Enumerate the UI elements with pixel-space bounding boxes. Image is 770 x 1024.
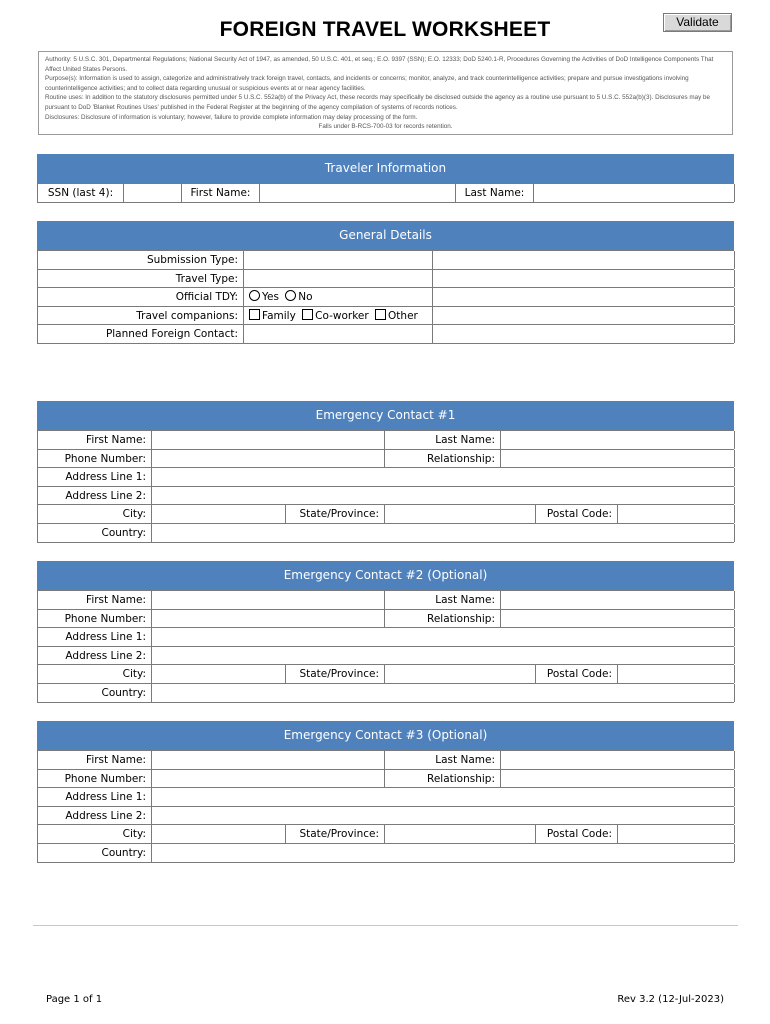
contact-address2-field[interactable] bbox=[152, 807, 735, 825]
official-tdy-options bbox=[244, 288, 433, 306]
contact-address1-field[interactable] bbox=[152, 628, 735, 646]
contact-state-field[interactable] bbox=[385, 665, 536, 683]
contact-address1-field[interactable] bbox=[152, 468, 735, 486]
contact-first-name-field[interactable] bbox=[152, 431, 385, 449]
travel-companions-options bbox=[244, 307, 433, 325]
contact-country-row bbox=[38, 524, 734, 543]
contact-last-name-field[interactable] bbox=[501, 431, 735, 449]
contact-phone-field[interactable] bbox=[152, 450, 385, 468]
contact-country-field[interactable] bbox=[152, 524, 735, 542]
contact-address2-row bbox=[38, 647, 734, 666]
disclosures-text: Disclosures: Disclosure of information is voluntary; however, failure to provide complete information may delay processing of the form. bbox=[45, 113, 418, 121]
purpose-text: Purpose(s): Information is used to assign, categorize and administratively track foreign travel, contacts, and incidents or concerns; monitor, analyze, and track counterintelligence activities; prepare and pursue investigations involving counterintelligence activities; and to collect data regarding unusual or suspicious events at or near agency facilities. bbox=[45, 75, 689, 92]
contact-address2-label: Address Line 2: bbox=[38, 647, 152, 665]
contact-address1-label: Address Line 1: bbox=[38, 788, 152, 806]
contact-address1-label: Address Line 1: bbox=[38, 468, 152, 486]
contact-state-label: State/Province: bbox=[286, 665, 385, 683]
contact-last-name-label: Last Name: bbox=[385, 431, 501, 449]
contact-country-label: Country: bbox=[38, 524, 152, 542]
contact-relationship-label: Relationship: bbox=[385, 610, 501, 628]
contact-city-field[interactable] bbox=[152, 825, 286, 843]
contact-last-name-field[interactable] bbox=[501, 591, 735, 609]
contact-city-row bbox=[38, 505, 734, 524]
contact-phone-field[interactable] bbox=[152, 770, 385, 788]
family-label: Family bbox=[262, 309, 296, 322]
contact-relationship-field[interactable] bbox=[501, 610, 735, 628]
contact-address1-label: Address Line 1: bbox=[38, 628, 152, 646]
general-details-grid bbox=[37, 250, 734, 344]
contact-address2-row bbox=[38, 487, 734, 506]
contact-relationship-label: Relationship: bbox=[385, 450, 501, 468]
tdy-yes-radio[interactable] bbox=[249, 290, 260, 301]
contact-name-row bbox=[38, 591, 734, 610]
contact-phone-row bbox=[38, 610, 734, 629]
emergency-contact-3-header: Emergency Contact #3 (Optional) bbox=[37, 721, 734, 750]
contact-address1-row bbox=[38, 788, 734, 807]
submission-type-select[interactable] bbox=[244, 251, 433, 269]
contact-phone-row bbox=[38, 450, 734, 469]
contact-state-label: State/Province: bbox=[286, 505, 385, 523]
traveler-last-name-label: Last Name: bbox=[456, 184, 534, 202]
contact-postal-field[interactable] bbox=[618, 825, 735, 843]
general-details-header: General Details bbox=[37, 221, 734, 250]
travel-companions-row bbox=[38, 307, 734, 326]
planned-contact-label: Planned Foreign Contact: bbox=[38, 325, 244, 343]
contact-country-label: Country: bbox=[38, 684, 152, 702]
traveler-first-name-field[interactable] bbox=[260, 184, 456, 202]
contact-city-label: City: bbox=[38, 665, 152, 683]
contact-first-name-label: First Name: bbox=[38, 751, 152, 769]
contact-address2-label: Address Line 2: bbox=[38, 487, 152, 505]
contact-city-row bbox=[38, 665, 734, 684]
retention-text: Falls under B-RCS-700-03 for records retention. bbox=[318, 123, 453, 131]
tdy-no-radio[interactable] bbox=[285, 290, 296, 301]
travel-type-label: Travel Type: bbox=[38, 270, 244, 288]
traveler-first-name-label: First Name: bbox=[182, 184, 260, 202]
planned-contact-row bbox=[38, 325, 734, 344]
contact-city-label: City: bbox=[38, 505, 152, 523]
contact-first-name-label: First Name: bbox=[38, 591, 152, 609]
contact-postal-label: Postal Code: bbox=[536, 665, 618, 683]
page-number: Page 1 of 1 bbox=[46, 994, 103, 1005]
contact-relationship-field[interactable] bbox=[501, 450, 735, 468]
contact-address2-field[interactable] bbox=[152, 647, 735, 665]
routine-uses-text: Routine uses: In addition to the statutory disclosures permitted under 5 U.S.C. 552a(b) of the Privacy Act, these records may specifically be disclosed outside the agency as a routine use pursuant to 5 U.S.C. 552a(b)(3). Disclosures may be pursuant to DoD 'Blanket Routines Uses' published in the Federal Register at the beginning of the agency compilation of systems of records notices. bbox=[45, 94, 711, 111]
tdy-no-label: No bbox=[298, 291, 313, 304]
ssn-label: SSN (last 4): bbox=[38, 184, 124, 202]
contact-last-name-label: Last Name: bbox=[385, 751, 501, 769]
contact-relationship-field[interactable] bbox=[501, 770, 735, 788]
contact-address2-row bbox=[38, 807, 734, 826]
contact-first-name-field[interactable] bbox=[152, 591, 385, 609]
other-label: Other bbox=[388, 309, 418, 322]
contact-city-field[interactable] bbox=[152, 665, 286, 683]
travel-companions-other-field[interactable] bbox=[433, 307, 735, 325]
planned-contact-select[interactable] bbox=[244, 325, 433, 343]
contact-address1-field[interactable] bbox=[152, 788, 735, 806]
travel-type-row bbox=[38, 270, 734, 289]
contact-phone-label: Phone Number: bbox=[38, 770, 152, 788]
coworker-label: Co-worker bbox=[315, 309, 369, 322]
contact-state-label: State/Province: bbox=[286, 825, 385, 843]
contact-city-label: City: bbox=[38, 825, 152, 843]
emergency-contact-1-header: Emergency Contact #1 bbox=[37, 401, 734, 430]
emergency-contact-2-header: Emergency Contact #2 (Optional) bbox=[37, 561, 734, 590]
ssn-field[interactable] bbox=[124, 184, 182, 202]
revision-label: Rev 3.2 (12-Jul-2023) bbox=[617, 994, 724, 1005]
travel-type-extra bbox=[433, 270, 735, 288]
submission-type-row bbox=[38, 251, 734, 270]
emergency-contact-3-grid bbox=[37, 750, 734, 863]
travel-companions-label: Travel companions: bbox=[38, 307, 244, 325]
traveler-row bbox=[38, 184, 734, 203]
contact-country-row bbox=[38, 844, 734, 863]
contact-postal-field[interactable] bbox=[618, 665, 735, 683]
coworker-checkbox[interactable] bbox=[302, 309, 313, 320]
emergency-contact-1-grid bbox=[37, 430, 734, 543]
contact-city-field[interactable] bbox=[152, 505, 286, 523]
contact-name-row bbox=[38, 751, 734, 770]
official-tdy-extra bbox=[433, 288, 735, 306]
family-checkbox[interactable] bbox=[249, 309, 260, 320]
contact-address2-label: Address Line 2: bbox=[38, 807, 152, 825]
contact-phone-label: Phone Number: bbox=[38, 450, 152, 468]
contact-phone-label: Phone Number: bbox=[38, 610, 152, 628]
other-checkbox[interactable] bbox=[375, 309, 386, 320]
contact-address2-field[interactable] bbox=[152, 487, 735, 505]
planned-contact-extra bbox=[433, 325, 735, 343]
contact-first-name-label: First Name: bbox=[38, 431, 152, 449]
official-tdy-label: Official TDY: bbox=[38, 288, 244, 306]
contact-postal-label: Postal Code: bbox=[536, 505, 618, 523]
traveler-last-name-field[interactable] bbox=[534, 184, 735, 202]
contact-phone-field[interactable] bbox=[152, 610, 385, 628]
submission-type-extra bbox=[433, 251, 735, 269]
contact-postal-label: Postal Code: bbox=[536, 825, 618, 843]
contact-country-field[interactable] bbox=[152, 684, 735, 702]
contact-address1-row bbox=[38, 468, 734, 487]
contact-city-row bbox=[38, 825, 734, 844]
contact-last-name-field[interactable] bbox=[501, 751, 735, 769]
privacy-act-statement bbox=[38, 51, 733, 135]
traveler-information-grid bbox=[37, 183, 734, 203]
traveler-information-header: Traveler Information bbox=[37, 154, 734, 183]
contact-phone-row bbox=[38, 770, 734, 789]
contact-first-name-field[interactable] bbox=[152, 751, 385, 769]
contact-address1-row bbox=[38, 628, 734, 647]
travel-type-select[interactable] bbox=[244, 270, 433, 288]
contact-country-row bbox=[38, 684, 734, 703]
contact-postal-field[interactable] bbox=[618, 505, 735, 523]
tdy-yes-label: Yes bbox=[262, 291, 279, 304]
contact-name-row bbox=[38, 431, 734, 450]
form-title: FOREIGN TRAVEL WORKSHEET bbox=[219, 18, 551, 41]
contact-relationship-label: Relationship: bbox=[385, 770, 501, 788]
footer-divider bbox=[33, 925, 738, 926]
official-tdy-row bbox=[38, 288, 734, 307]
submission-type-label: Submission Type: bbox=[38, 251, 244, 269]
contact-state-field[interactable] bbox=[385, 505, 536, 523]
contact-country-label: Country: bbox=[38, 844, 152, 862]
emergency-contact-2-grid bbox=[37, 590, 734, 703]
contact-country-field[interactable] bbox=[152, 844, 735, 862]
authority-text: Authority: 5 U.S.C. 301, Departmental Regulations; National Security Act of 1947, as amended, 50 U.S.C. 401, et seq.; E.O. 9397 (SSN); E.O. 12333; DoD 5240.1-R, Procedures Governing the Activities of DoD Intelligence Components That Affect United States Persons. bbox=[45, 56, 714, 73]
contact-last-name-label: Last Name: bbox=[385, 591, 501, 609]
validate-button[interactable]: Validate bbox=[663, 13, 732, 32]
contact-state-field[interactable] bbox=[385, 825, 536, 843]
